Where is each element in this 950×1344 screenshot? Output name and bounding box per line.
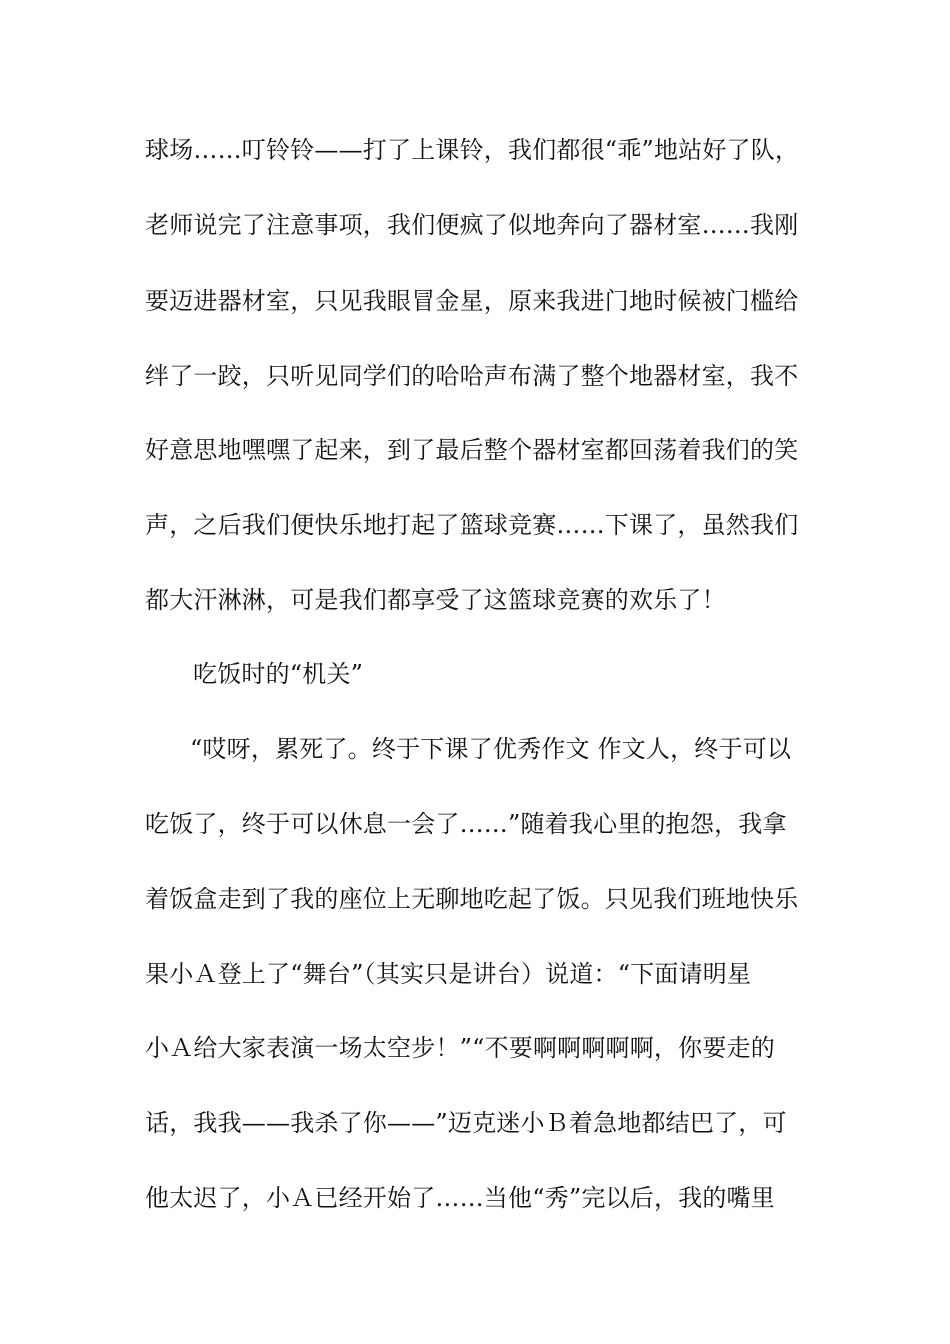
text-line: 话，我我——我杀了你——”迈克迷小Ｂ着急地都结巴了，可 xyxy=(145,1109,787,1137)
text-line: 老师说完了注意事项，我们便疯了似地奔向了器材室……我刚 xyxy=(145,211,799,239)
text-line: 声，之后我们便快乐地打起了篮球竞赛……下课了，虽然我们 xyxy=(145,511,799,539)
text-line: 球场……叮铃铃——打了上课铃，我们都很“乖”地站好了队， xyxy=(145,136,800,164)
text-line: 绊了一跤，只听见同学们的哈哈声布满了整个地器材室，我不 xyxy=(145,362,799,390)
text-line: 小Ａ给大家表演一场太空步！”“不要啊啊啊啊啊，你要走的 xyxy=(145,1034,775,1062)
text-line: 要迈进器材室，只见我眼冒金星，原来我进门地时候被门槛给 xyxy=(145,287,799,315)
text-line: 果小Ａ登上了“舞台”（其实只是讲台）说道：“下面请明星 xyxy=(145,960,752,988)
text-line: “哎呀，累死了。终于下课了优秀作文 作文人，终于可以 xyxy=(190,735,792,763)
section-heading: 吃饭时的“机关” xyxy=(193,660,364,688)
text-line: 好意思地嘿嘿了起来，到了最后整个器材室都回荡着我们的笑 xyxy=(145,436,799,464)
text-line: 吃饭了，终于可以休息一会了……”随着我心里的抱怨，我拿 xyxy=(145,810,787,838)
text-line: 都大汗淋淋，可是我们都享受了这篮球竞赛的欢乐了！ xyxy=(145,586,726,614)
text-line: 他太迟了，小Ａ已经开始了……当他“秀”完以后，我的嘴里 xyxy=(145,1184,775,1212)
text-line: 着饭盒走到了我的座位上无聊地吃起了饭。只见我们班地快乐 xyxy=(145,885,799,913)
